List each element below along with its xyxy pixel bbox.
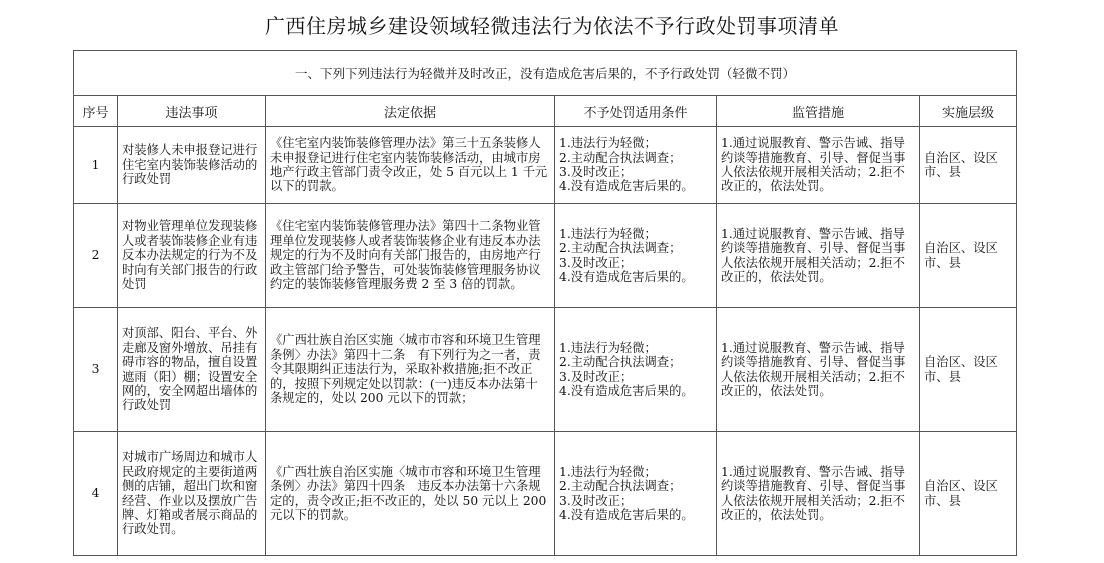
row-number: 2: [74, 204, 118, 308]
violation-matter: 对城市广场周边和城市人民政府规定的主要街道两侧的店铺，超出门坎和窗经营、作业以及摆放广告牌、灯箱或者展示商品的行政处罚。: [118, 432, 266, 556]
column-header-measures: 监管措施: [717, 96, 920, 127]
supervision-measures: 1.通过说服教育、警示告诫、指导约谈等措施教育、引导、督促当事人依法依规开展相关活动；2.拒不改正的，依法处罚。: [717, 204, 920, 308]
implementation-level: 自治区、设区市、县: [920, 308, 1017, 432]
page-title: 广西住房城乡建设领域轻微违法行为依法不予行政处罚事项清单: [265, 14, 839, 38]
supervision-measures: 1.通过说服教育、警示告诫、指导约谈等措施教育、引导、督促当事人依法依规开展相关活动；2.拒不改正的，依法处罚。: [717, 127, 920, 204]
section-heading: 一、下列下列违法行为轻微并及时改正，没有造成危害后果的，不予行政处罚（轻微不罚）: [74, 51, 1017, 96]
condition-item: 2.主动配合执法调查；: [559, 355, 682, 370]
condition-item: 3.及时改正；: [559, 165, 633, 179]
condition-item: 3.及时改正；: [559, 493, 633, 508]
column-header-level: 实施层级: [920, 96, 1017, 127]
condition-item: 1.违法行为轻微；: [559, 226, 657, 241]
condition-item: 3.及时改正；: [559, 255, 633, 270]
supervision-measures: 1.通过说服教育、警示告诫、指导约谈等措施教育、引导、督促当事人依法依规开展相关活动；2.拒不改正的，依法处罚。: [717, 308, 920, 432]
table-row: [74, 432, 1017, 556]
section-heading-row: [74, 51, 1017, 96]
implementation-level: 自治区、设区市、县: [920, 432, 1017, 556]
column-header-basis: 法定依据: [266, 96, 555, 127]
column-header-conditions: 不予处罚适用条件: [555, 96, 717, 127]
violation-matter: 对装修人未申报登记进行住宅室内装饰装修活动的行政处罚: [118, 127, 266, 204]
legal-basis: 《住宅室内装饰装修管理办法》第三十五条装修人未申报登记进行住宅室内装饰装修活动，由城市房地产行政主管部门责令改正，处 5 百元以上 1 千元以下的罚款。: [266, 127, 555, 204]
legal-basis: 《住宅室内装饰装修管理办法》第四十二条物业管理单位发现装修人或者装饰装修企业有违反本办法规定的行为不及时向有关部门报告的，由房地产行政主管部门给予警告，可处装饰装修管理服务协议约定的装饰装修管理服务费 2 至 3 倍的罚款。: [266, 204, 555, 308]
table-header-row: [74, 96, 1017, 127]
condition-item: 2.主动配合执法调查；: [559, 479, 682, 494]
legal-basis: 《广西壮族自治区实施〈城市市容和环境卫生管理条例〉办法》第四十二条 有下列行为之一者，责令其限期纠正违法行为，采取补救措施;拒不改正的，按照下列规定处以罚款：(一)违反本办法第十条规定的，处以 200 元以下的罚款；: [266, 308, 555, 432]
exemption-conditions: [555, 308, 717, 432]
violation-matter: 对顶部、阳台、平台、外走廊及窗外增放、吊挂有碍市容的物品，擅自设置遮雨（阳）棚；设置安全网的，安全网超出墙体的行政处罚: [118, 308, 266, 432]
violation-matter: 对物业管理单位发现装修人或者装饰装修企业有违反本办法规定的行为不及时向有关部门报告的行政处罚: [118, 204, 266, 308]
condition-item: 4.没有造成危害后果的。: [559, 383, 694, 398]
implementation-level: 自治区、设区市、县: [920, 204, 1017, 308]
condition-item: 1.违法行为轻微；: [559, 136, 657, 151]
table-row: [74, 204, 1017, 308]
exemption-conditions: [555, 127, 717, 204]
exemption-conditions: [555, 432, 717, 556]
penalty-exemption-table: [73, 50, 1017, 556]
condition-item: 1.违法行为轻微；: [559, 340, 657, 355]
row-number: 1: [74, 127, 118, 204]
exemption-conditions: [555, 204, 717, 308]
legal-basis: 《广西壮族自治区实施〈城市市容和环境卫生管理条例〉办法》第四十四条 违反本办法第十六条规定的，责令改正;拒不改正的，处以 50 元以上 200 元以下的罚款。: [266, 432, 555, 556]
condition-item: 4.没有造成危害后果的。: [559, 179, 694, 194]
condition-item: 2.主动配合执法调查；: [559, 150, 682, 165]
row-number: 4: [74, 432, 118, 556]
condition-item: 2.主动配合执法调查；: [559, 241, 682, 256]
table-row: [74, 308, 1017, 432]
condition-item: 3.及时改正；: [559, 369, 633, 384]
row-number: 3: [74, 308, 118, 432]
supervision-measures: 1.通过说服教育、警示告诫、指导约谈等措施教育、引导、督促当事人依法依规开展相关活动；2.拒不改正的，依法处罚。: [717, 432, 920, 556]
column-header-matter: 违法事项: [118, 96, 266, 127]
column-header-no: 序号: [74, 96, 118, 127]
condition-item: 4.没有造成危害后果的。: [559, 269, 694, 284]
table-row: [74, 127, 1017, 204]
condition-item: 1.违法行为轻微；: [559, 464, 657, 479]
condition-item: 4.没有造成危害后果的。: [559, 507, 694, 522]
implementation-level: 自治区、设区市、县: [920, 127, 1017, 204]
